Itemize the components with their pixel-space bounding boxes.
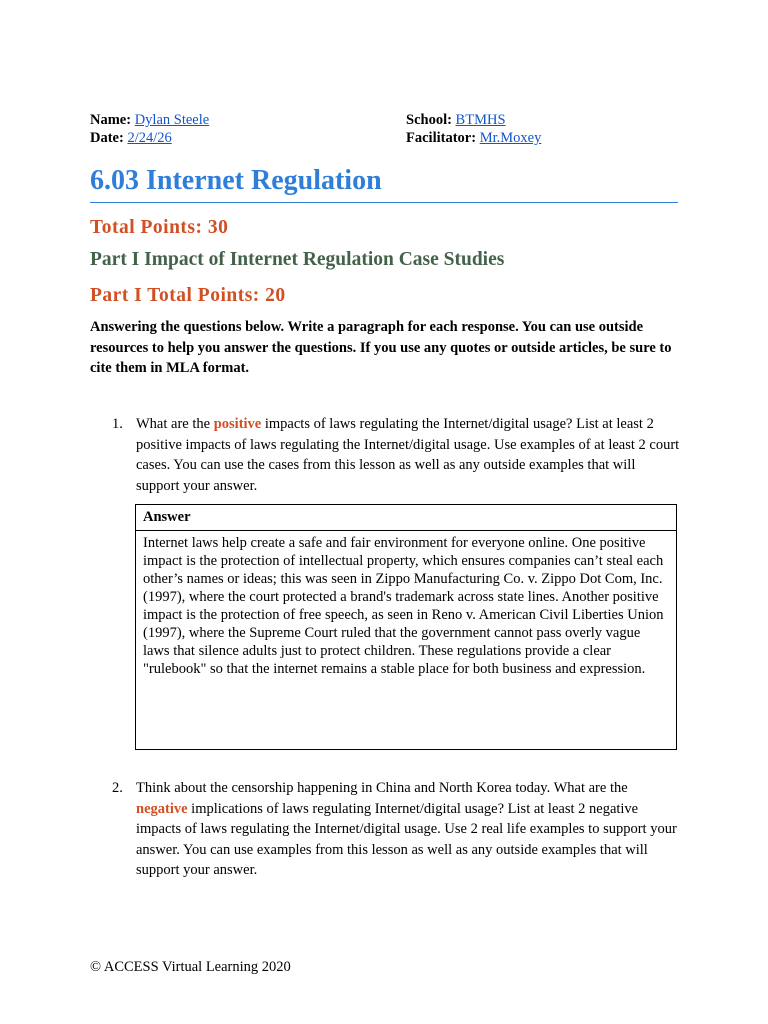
- date-line: [90, 129, 172, 147]
- page-title: 6.03 Internet Regulation: [90, 164, 678, 203]
- question-2-number: 2.: [112, 780, 123, 796]
- footer-copyright: © ACCESS Virtual Learning 2020: [90, 959, 291, 975]
- facilitator-label: Facilitator:: [406, 130, 477, 146]
- name-line: [90, 111, 209, 129]
- question-1-before: What are the: [136, 416, 214, 432]
- question-1-number: 1.: [112, 416, 123, 432]
- name-value[interactable]: Dylan Steele: [134, 112, 210, 128]
- question-1-keyword: positive: [213, 416, 262, 432]
- answer-text[interactable]: Internet laws help create a safe and fair environment for everyone online. One positive impact is the protection of intellectual property, which ensures companies can’t steal each other’s names or ideas; this was seen in Zippo Manufacturing Co. v. Zippo Dot Com, Inc. (1997), where the court protected a brand's trademark across state lines. Another positive impact is the protection of free speech, as seen in Reno v. American Civil Liberties Union (1997), where the Supreme Court ruled that the government cannot pass overly vague laws that silence adults just to protect children. These regulations provide a clear "rulebook" so that the internet remains a stable place for both business and expression.: [143, 535, 664, 677]
- facilitator-value[interactable]: Mr.Moxey: [479, 130, 542, 146]
- facilitator-line: [406, 129, 541, 147]
- instructions: Answering the questions below. Write a paragraph for each response. You can use outside resources to help you answer the questions. If you use any quotes or outside articles, be sure to cite them in MLA format.: [90, 319, 672, 376]
- total-points-heading: Total Points: 30: [90, 217, 229, 238]
- question-2-text: [136, 778, 680, 881]
- date-label: Date:: [90, 130, 124, 146]
- name-label: Name:: [90, 112, 132, 128]
- question-1-text: [136, 414, 680, 496]
- question-2-after: implications of laws regulating Internet/digital usage? List at least 2 negative impacts of laws regulating the Internet/digital usage. Use 2 real life examples to support your answer. You can use examples from this lesson as well as any outside examples that will support your answer.: [136, 800, 677, 878]
- school-value[interactable]: BTMHS: [455, 112, 506, 128]
- answer-table: [135, 504, 677, 750]
- school-label: School:: [406, 112, 452, 128]
- part-title-heading: Part I Impact of Internet Regulation Case Studies: [90, 249, 505, 270]
- date-value[interactable]: 2/24/26: [127, 130, 172, 146]
- question-2-before: Think about the censorship happening in China and North Korea today. What are the: [136, 780, 628, 796]
- school-line: [406, 111, 506, 129]
- question-1-after: impacts of laws regulating the Internet/digital usage? List at least 2 positive impacts of laws regulating the Internet/digital usage. Use examples of at least 2 court cases. You can use the cases from this lesson as well as any outside examples that will support your answer.: [136, 416, 680, 494]
- question-2-keyword: negative: [136, 800, 188, 817]
- answer-header: Answer: [136, 505, 676, 531]
- part-points-heading: Part I Total Points: 20: [90, 285, 286, 306]
